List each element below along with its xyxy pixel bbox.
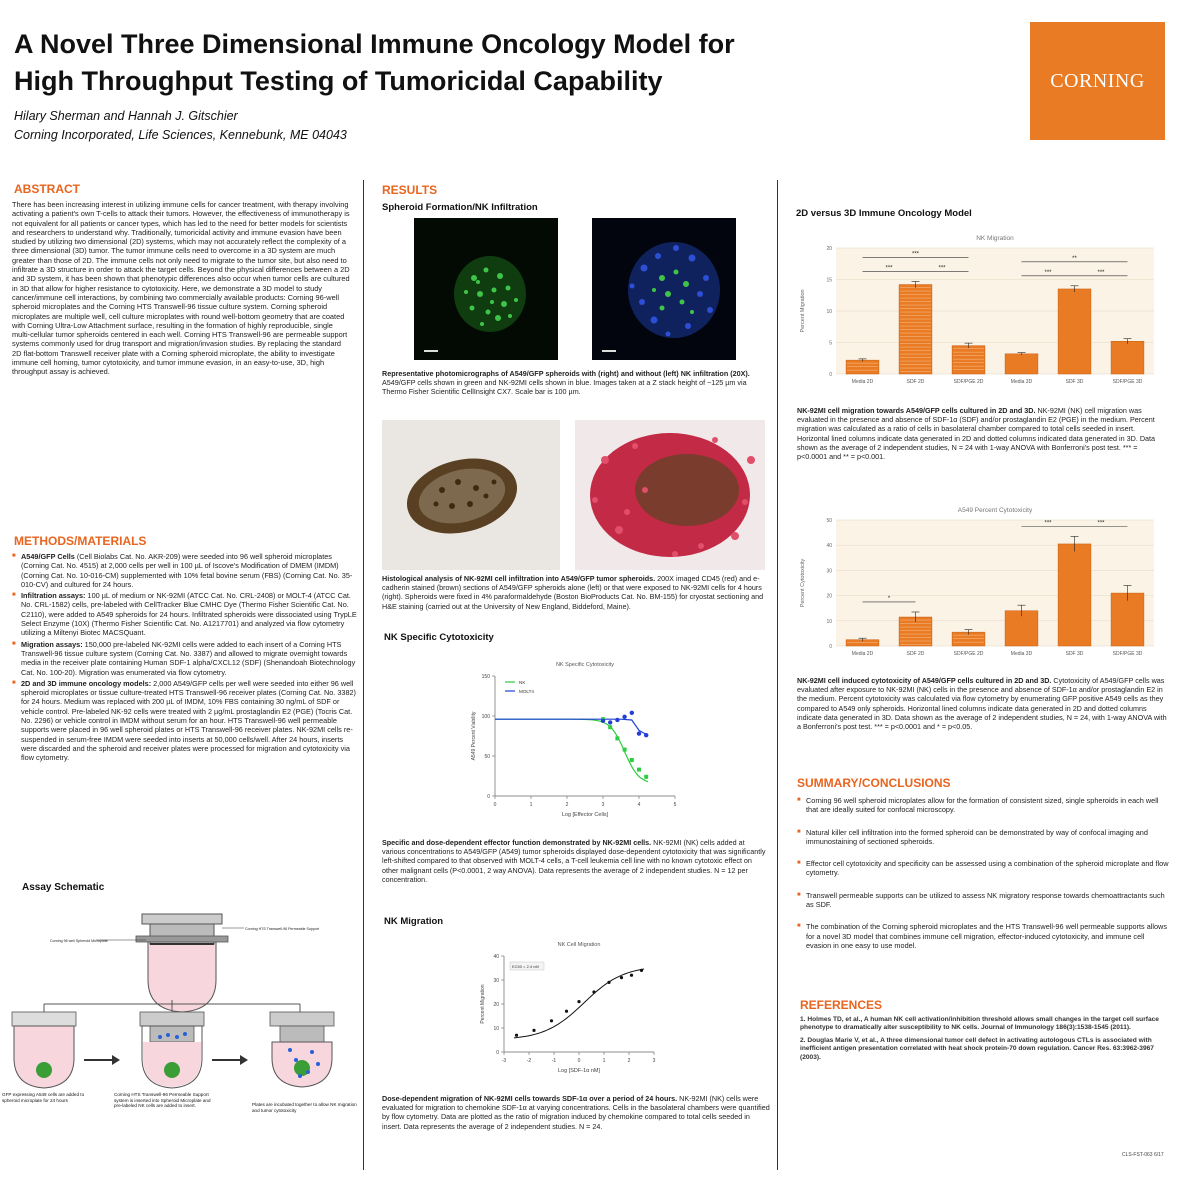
methods-item-lead: 2D and 3D immune oncology models: [21,678,152,688]
methods-item [12,552,358,589]
data-point [577,1000,580,1003]
figure-1-lead: Representative photomicrographs of A549/GFP spheroids with (right) and without (left) NK infiltration (20X). [382,369,750,378]
column-divider-1 [363,180,364,1170]
chart-nk-migration-bars [788,228,1168,400]
molt4-data-point [615,718,619,722]
nk-data-point [608,725,612,729]
data-point [565,1010,568,1013]
y-tick-label: 50 [484,754,490,760]
figure-6-caption [797,676,1169,764]
y-tick-label: 40 [826,543,832,550]
figure-5-caption [797,406,1169,486]
methods-item [12,679,358,763]
bar [846,360,879,374]
y-tick-label: 5 [829,340,832,347]
legend-label: MOLT4 [519,689,534,694]
summary-item: ■ The combination of the Corning spheroid microplates and the HTS Transwell-96 well permeable supports allows for a novel 3D model that combines immune cell migration, effector-induced cytotoxicity, and immune cell evasion in one easy to use model. [797,922,1169,950]
methods-item-text: 100 µL of medium or NK-92MI (ATCC Cat. No. CRL-2408) or MOLT-4 (ATCC Cat. No. CRL-1582) cells, pre-labeled with CellTracker Blue CMHC Dye (Thermo Fisher Scientific Cat. No. C2110), were added to A549 spheroids for 24 hours. Infiltrated spheroids were dissociated using TrypLE Select Enzyme (10X) (Thermo Fisher Scientific Cat. No. A1217701) and analyzed via flow cytometry utilizing a Miltenyi Biotec MACSQuant. [21,591,357,638]
bar [1058,289,1091,374]
figure-2-text: 200X imaged CD45 (red) and e-cadherin stained (brown) sections of A549/GFP spheroids alone (left) or that were exposed to NK-92MI cells for 4 hours (right). Spheroids were fixed in 4% paraformaldehyde (Boston BioProducts Cat. No. BM-155) for cryostat sectioning and H&E staining (carried out at the University of New England, Biddeford, Maine). [382,574,764,611]
schematic-heading: Assay Schematic [22,882,105,893]
bar [1058,544,1091,646]
micrograph-without-nk [414,218,558,360]
summary-heading: SUMMARY/CONCLUSIONS [797,776,951,790]
figure-3-lead: Specific and dose-dependent effector function demonstrated by NK-92MI cells. [382,838,652,847]
poster-title [14,26,994,100]
legend-label: NK [519,680,526,685]
data-point [630,974,633,977]
schematic-step-2-caption: Corning HTS Transwell-96 Permeable Support system is inserted into Spheroid Microplate and pre-labeled NK cells are added to insert. [114,1092,211,1109]
significance-label: *** [911,251,920,258]
x-tick-label: SDF 3D [1065,379,1084,385]
x-tick-label: -1 [551,1058,557,1064]
bar [1111,341,1144,374]
references-list [800,1016,1168,1062]
y-tick-label: 100 [481,714,490,720]
molt4-data-point [644,733,648,737]
results-heading: RESULTS [382,183,438,197]
chart-a549-cytotoxicity-bars [788,500,1168,672]
figure-6-text: Cytotoxicity of A549/GFP cells was evaluated after exposure to NK-92MI (NK) cells in the presence and absence of SDF-1α and/or prostaglandin E2 in the medium. Percent cytotoxicity was calculated via flow cytometry by enumerating GFP positive A549 cells as they compared to A549 only spheroids. Horizontal lined columns indicate data generated in 2D and dotted columns indicate data generated in 3D. Data shown as the average of 2 independent studies, N = 24, with 1-way ANOVA with a Bonferroni's post test. *** = p<0.0001 and * = p<0.05. [797,676,1167,732]
y-tick-label: 0 [829,372,832,378]
model-2d3d-heading: 2D versus 3D Immune Oncology Model [796,208,972,219]
fit-line [514,969,644,1038]
schematic-connector-drops [44,1000,300,1012]
spheroid-heading: Spheroid Formation/NK Infiltration [382,202,538,213]
summary-item: ■ Corning 96 well spheroid microplates allow for the formation of consistent sized, single spheroids in each well that are ideally suited for confocal microscopy. [797,796,1169,815]
y-tick-label: 10 [826,309,832,315]
methods-item-lead: Infiltration assays: [21,591,86,601]
x-axis-label: Log [Effector Cells] [561,812,609,818]
y-tick-label: 40 [493,954,499,960]
x-tick-label: 3 [652,1058,656,1064]
figure-1-text: A549/GFP cells shown in green and NK-92MI cells shown in blue. Images taken at a Z stack height of ~125 µm via Thermo Fisher Scientific CellInsight CX7. Scale bar is 100 µm. [382,378,747,397]
methods-heading: METHODS/MATERIALS [14,534,147,548]
schematic-step-1-well [12,1012,76,1088]
methods-item [12,640,358,677]
molt4-data-point [601,719,605,723]
micrograph-with-nk [592,218,736,360]
x-tick-label: -3 [501,1058,507,1064]
data-point [515,1034,518,1037]
methods-list [12,552,358,858]
figure-3-caption [382,838,766,906]
x-tick-label: SDF/PGE 2D [953,651,984,657]
summary-item: ■ Transwell permeable supports can be utilized to assess NK migratory response towards chemoattractants such as SDF. [797,891,1169,910]
figure-2-lead: Histological analysis of NK-92MI cell infiltration into A549/GFP tumor spheroids. [382,574,656,583]
molt4-data-point [637,731,641,735]
molt4-data-point [608,720,612,724]
schematic-step-3-well [270,1012,334,1087]
x-tick-label: SDF 2D [906,379,925,385]
histology-spheroid-with-nk [575,420,765,570]
reference-item: 1. Holmes TD, et al., A human NK cell activation/inhibition threshold allows small changes in the target cell surface phenotype to dramatically alter susceptibility to NK cells. Journal of Immunology 186(3):1538-1545 (2011). [800,1016,1159,1032]
x-tick-label: Media 2D [851,379,874,385]
significance-label: *** [1097,520,1105,527]
significance-label: * [887,595,891,602]
x-tick-label: -2 [526,1058,532,1064]
summary-item: ■ Effector cell cytotoxicity and specificity can be assessed using a combination of the spheroid microplate and flow cytometry. [797,859,1169,878]
figure-4-caption [382,1094,770,1152]
x-tick-label: Media 3D [1010,379,1033,385]
significance-label: ** [1072,255,1077,262]
schematic-main-well [136,914,228,1012]
summary-list [797,796,1169,952]
column-divider-2 [777,180,778,1170]
x-tick-label: SDF/PGE 3D [1112,379,1143,385]
data-point [607,981,610,984]
data-point [550,1019,553,1022]
histology-spheroid-alone [382,420,560,570]
schematic-label-left: Corning 96 well Spheroid Microplate [50,939,108,943]
x-tick-label: 0 [493,802,497,808]
authors: Hilary Sherman and Hannah J. Gitschier [14,109,238,123]
affiliation: Corning Incorporated, Life Sciences, Kennebunk, ME 04043 [14,128,347,142]
molt4-fit-line [495,719,646,734]
nk-data-point [644,775,648,779]
figure-5-text: NK-92MI (NK) cell migration was evaluated in the presence and absence of SDF-1α (SDF) and/or prostaglandin E2 (PGE) in the medium. Percent migration was calculated as a ratio of cells in basolateral chamber compared to total cells seeded in insert. Horizontal lined columns indicate data generated in 2D and dotted columns indicated data generated in 3D. Data shown as the average of 2 independent studies, N = 24 with 1-way ANOVA with Bonferroni's post test. *** = p<0.0001 and ** = p<0.001. [797,406,1156,462]
references-heading: REFERENCES [800,998,883,1012]
methods-item-text: (Cell Biolabs Cat. No. AKR-209) were seeded into 96 well spheroid microplates (Corning Cat. No. 4515) at 2,000 cells per well in 100 µL of Iscove's Modification of DMEM (IMDM) (Corning Cat. No. 10-016-CM) supplemented with 10% fetal bovine serum (FBS) (Corning Cat. No. 35-010-CV) and cultured for 24 hours. [21,552,353,589]
x-tick-label: 0 [577,1058,581,1064]
methods-item-lead: A549/GFP Cells [21,552,75,561]
significance-label: *** [885,265,893,272]
data-point [640,969,643,972]
figure-5-lead: NK-92MI cell migration towards A549/GFP cells cultured in 2D and 3D. [797,406,1036,415]
data-point [532,1029,535,1032]
chart-title: NK Cell Migration [557,942,601,948]
y-axis-label: Percent Cytotoxicity [800,558,806,608]
y-tick-label: 20 [826,246,832,252]
nk-data-point [615,736,619,740]
x-tick-label: SDF 3D [1065,651,1084,657]
abstract-body: There has been increasing interest in utilizing immune cells for cancer treatment, with therapy involving activating a patient's own T-cells to attack their tumors. However, the effectiveness of immunotherapy is not equivalent for all patients or cancer types, which has led to the need for better models for scientists and researchers to understand why. Traditionally, tumoricidal activity and immune evasion have been studied by utilizing two dimensional (2D) systems, which may not accurately reflect the complexity of a three dimensional (3D) tumor. The tumor immune cells need to overcome in a 3D system are much greater than those of 2D. The immune cells not only need to migrate to the tumor site, but also need to infiltrate a 3D structure in order to attack the target cells. Beyond the physical differences between a 2D and 3D system, it has been shown that phenotypic differences also occur when tumor cells are cultured in 3D that allow for higher resistance to cytotoxicity. Here, we demonstrate a 3D model to study cancer/immune cell interactions, by combining two commercially available products: Corning 96-well spheroid microplates and the Corning HTS Transwell-96 tissue culture system. Corning spheroid microplates are multiple well, cell culture microplates with round well-bottom geometry that are coated with Corning Ultra-Low Attachment surface, resulting in the formation of highly reproducible, single multi-cellular tumor spheroids centered in each well. Corning HTS Transwell-96 are permeable support systems commonly used for drug transport and migration/invasion studies. By replacing the standard 2D flat-bottom Transwell receiver plate with a Corning spheroid microplate, the ability to investigate immune cell homing, tumor cytotoxicity, and tumor immune evasion, in an easy-to-use, 3D, high throughput assay is achieved. [12,200,350,377]
chart-title: NK Specific Cytotoxicity [555,662,615,668]
corning-logo [1030,22,1165,140]
y-tick-label: 20 [493,1002,499,1008]
y-tick-label: 10 [826,618,832,625]
plot-background [836,520,1154,646]
chart-title: A549 Percent Cytotoxicity [957,507,1033,514]
abstract-heading: ABSTRACT [14,182,80,196]
x-tick-label: SDF 2D [906,651,925,657]
significance-label: *** [1097,269,1105,276]
arrow-head-icon [112,1055,120,1065]
methods-item-text: 150,000 pre-labeled NK-92MI cells were added to each insert of a Corning HTS Transwell-96 tissue culture system (Corning Cat. No. 3387) and allowed to migrate overnight towards media in the receiver plate containing Human SDF-1 alpha/CXCL12 (SDF) (Shenandoah Biotechnology Cat. No. 100-20). Migration was enumerated via flow cytometry. [21,639,356,677]
x-tick-label: SDF/PGE 2D [953,379,984,385]
title-line-2: High Throughput Testing of Tumoricidal Capability [14,66,663,96]
nk-data-point [623,748,627,752]
footer-code: CLS-FST-063 6/17 [1122,1152,1164,1158]
y-tick-label: 20 [826,593,832,600]
summary-item: ■ Natural killer cell infiltration into the formed spheroid can be demonstrated by way of confocal imaging and immunostaining of sectioned spheroids. [797,828,1169,847]
chart-nk-cytotoxicity [465,652,695,832]
y-tick-label: 30 [826,568,832,575]
y-tick-label: 0 [496,1050,499,1056]
y-axis-label: A549 Percent Viability [471,711,477,761]
methods-item-lead: Migration assays: [21,639,83,649]
schematic-step-1-caption: GFP expressing A549 cells are added to spheroid microplate for 24 hours [2,1092,85,1103]
x-tick-label: 2 [627,1058,631,1064]
methods-item [12,591,358,637]
significance-label: *** [1044,269,1052,276]
y-tick-label: 0 [487,794,490,800]
x-tick-label: Media 3D [1010,651,1033,657]
figure-4-text: NK-92MI (NK) cells were evaluated for migration to chemokine SDF-1α at varying concentrations. Cells in the basolateral chambers were quantified by flow cytometry. Data are plotted as the ratio of migration induced by chemokine compared to total cells seeded in insert. Data represents the average of 2 independent studies. N = 24. [382,1094,770,1131]
title-line-1: A Novel Three Dimensional Immune Oncology Model for [14,29,735,59]
figure-1-caption [382,369,766,415]
x-tick-label: 5 [673,802,677,808]
bar [1005,354,1038,374]
schematic-step-3-caption: Plates are incubated together to allow NK migration and tumor cytotoxicity [252,1102,357,1113]
x-tick-label: 1 [529,802,533,808]
arrow-head-icon [240,1055,248,1065]
x-tick-label: 4 [637,802,641,808]
x-tick-label: 3 [601,802,605,808]
x-tick-label: Media 2D [851,651,874,657]
chart-title: NK Migration [976,235,1014,242]
nk-data-point [630,758,634,762]
figure-3-text: NK-92MI (NK) cells added at various concentrations to A549/GFP (A549) tumor spheroids displayed dose-dependent cytotoxicity that was significantly left-shifted compared to that observed with MOLT-4 cells, a T-cell leukemia cell line with no known cytotoxic effect on other malignant cells (P<0.0001, 2 way ANOVA). Data represents the average of 2 independent studies. N = 12 per concentration. [382,838,766,884]
author-block [14,107,347,145]
bar [1111,593,1144,646]
ec50-annotation: EC50 = 2.4 nM [512,964,539,969]
figure-2-caption [382,574,766,622]
molt4-data-point [630,711,634,715]
x-tick-label: 2 [565,802,569,808]
y-tick-label: 15 [826,277,832,284]
molt4-data-point [622,715,626,719]
migration-heading: NK Migration [384,916,444,927]
figure-6-lead: NK-92MI cell induced cytotoxicity of A549/GFP cells cultured in 2D and 3D. [797,676,1052,685]
x-axis-label: Log [SDF-1α nM] [558,1068,600,1074]
x-tick-label: 1 [602,1058,606,1064]
data-point [620,976,623,979]
y-tick-label: 150 [481,674,490,680]
y-tick-label: 10 [493,1026,499,1032]
y-tick-label: 30 [493,978,499,984]
reference-item: 2. Douglas Marie V, et al., A three dimensional tumor cell defect in activating autologous CTLs is associated with inefficient antigen presentation correlated with heat shock protein-70 down regulation. Cancer Res. 63:3962-3967 (2003). [800,1036,1154,1061]
nk-data-point [637,768,641,772]
y-axis-label: Percent Migration [800,289,806,333]
cytotoxicity-heading: NK Specific Cytotoxicity [384,632,494,643]
significance-label: *** [1044,520,1052,527]
schematic-step-2-well [140,1012,204,1088]
methods-item-text: 2,000 A549/GFP cells per well were seeded into either 96 well spheroid microplates or tissue culture-treated HTS Transwell-96 receiver plates (Corning Cat. No. 3382) for 24 hours. Medium was replaced with 200 µL of IMDM, 10% FBS containing 30 ng/mL of SDF or vehicle control. Pre-labeled NK-92 cells were treated with 2 µg/mL prostaglandin E2 (PGE) (Tocris Cat. No. 2296) or vehicle control in IMDM without serum for an hour. HTS Transwell-96 well permeable supports were placed in 96 well spheroid plates or HTS Transwell-96 receiver plates. NK-92MI cells re-suspended in serum-free IMDM were seeded into inserts at 50,000 cells/well. After 24 hours, inserts were discarded and the spheroid and receiver plates were processed for migration and cytotoxicity via flow cytometry. [21,678,356,763]
schematic-label-right: Corning HTS Transwell-96 Permeable Support [245,927,320,931]
significance-label: *** [938,265,946,272]
logo-text: CORNING [1050,69,1145,92]
y-axis-label: Percent Migration [480,984,486,1024]
y-tick-label: 0 [829,644,832,650]
chart-nk-cell-migration [470,936,670,1086]
y-tick-label: 50 [826,518,832,524]
x-tick-label: SDF/PGE 3D [1112,651,1143,657]
data-point [592,990,595,993]
figure-4-lead: Dose-dependent migration of NK-92MI cells towards SDF-1α over a period of 24 hours. [382,1094,678,1103]
